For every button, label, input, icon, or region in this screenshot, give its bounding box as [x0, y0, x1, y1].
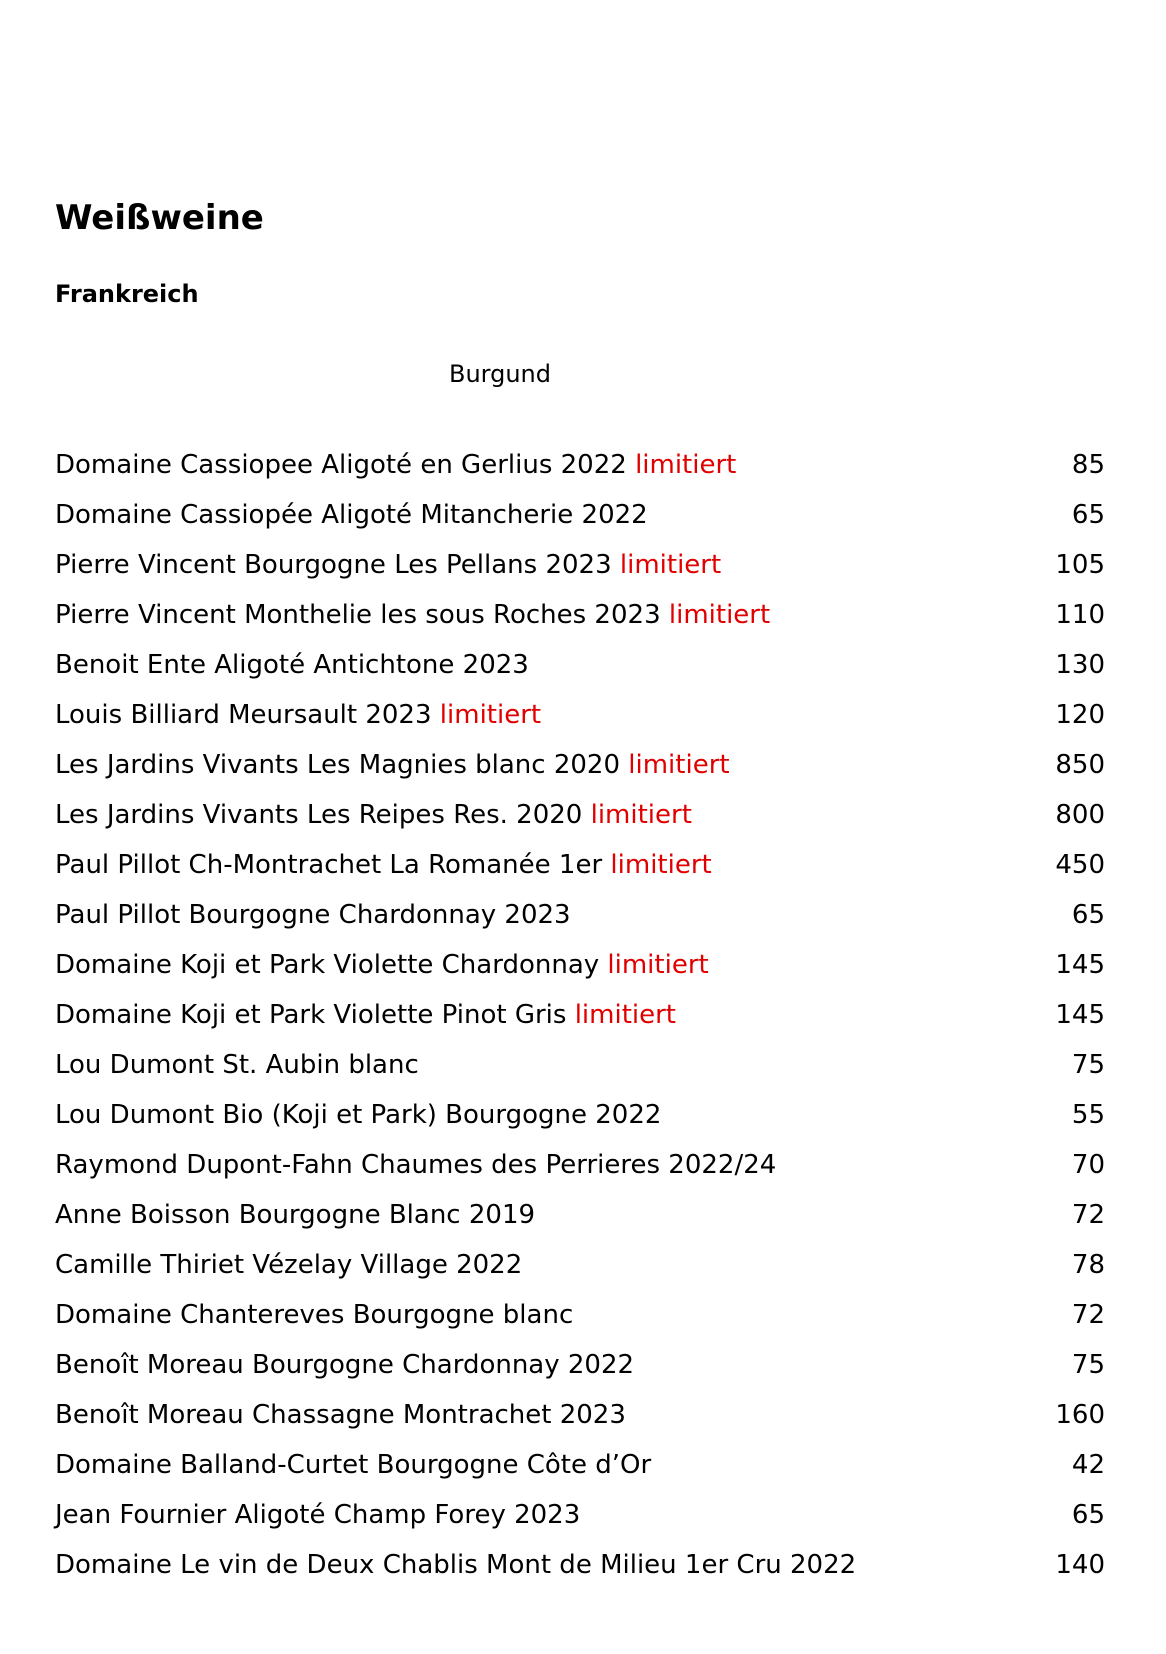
wine-name-wrap [55, 1247, 522, 1283]
wine-row [55, 597, 1105, 647]
wine-row [55, 747, 1105, 797]
wine-name: Pierre Vincent Bourgogne Les Pellans 2023 [55, 550, 612, 580]
wine-name-wrap [55, 747, 730, 783]
wine-price: 78 [1071, 1250, 1105, 1280]
wine-price: 110 [1055, 600, 1105, 630]
wine-name: Domaine Cassiopee Aligoté en Gerlius 2022 [55, 450, 627, 480]
wine-name: Domaine Koji et Park Violette Pinot Gris [55, 1000, 567, 1030]
wine-row [55, 1547, 1105, 1597]
wine-row [55, 797, 1105, 847]
wine-note: limitiert [574, 1000, 676, 1030]
wine-price: 450 [1055, 850, 1105, 880]
wine-name: Camille Thiriet Vézelay Village 2022 [55, 1250, 523, 1280]
wine-name: Paul Pillot Ch-Montrachet La Romanée 1er [55, 850, 603, 880]
wine-name: Domaine Koji et Park Violette Chardonnay [55, 950, 600, 980]
wine-name: Lou Dumont St. Aubin blanc [55, 1050, 419, 1080]
wine-name: Les Jardins Vivants Les Magnies blanc 2020 [55, 750, 621, 780]
wine-row [55, 547, 1105, 597]
wine-note: limitiert [668, 600, 771, 630]
wine-row [55, 497, 1105, 547]
wine-row [55, 1347, 1105, 1397]
wine-name-wrap [55, 1297, 573, 1333]
wine-price: 65 [1071, 500, 1105, 530]
wine-row [55, 1247, 1105, 1297]
wine-row [55, 1147, 1105, 1197]
wine-price: 850 [1055, 750, 1105, 780]
wine-name: Jean Fournier Aligoté Champ Forey 2023 [55, 1500, 581, 1530]
wine-price: 120 [1055, 700, 1105, 730]
wine-note: limitiert [607, 950, 709, 980]
wine-price: 75 [1071, 1050, 1105, 1080]
wine-price: 85 [1071, 450, 1105, 480]
wine-name: Benoît Moreau Chassagne Montrachet 2023 [55, 1400, 626, 1430]
wine-name-wrap [55, 1097, 661, 1133]
wine-name-wrap [55, 1347, 634, 1383]
wine-name: Raymond Dupont-Fahn Chaumes des Perrieres 2022/24 [55, 1150, 777, 1180]
country-heading: Frankreich [55, 280, 199, 308]
region-heading: Burgund [448, 360, 551, 388]
wine-row [55, 1497, 1105, 1547]
wine-name: Benoit Ente Aligoté Antichtone 2023 [55, 650, 529, 680]
wine-name: Lou Dumont Bio (Koji et Park) Bourgogne 2022 [55, 1100, 662, 1130]
wine-note: limitiert [628, 750, 730, 780]
wine-name: Domaine Chantereves Bourgogne blanc [55, 1300, 574, 1330]
wine-name-wrap [55, 1197, 535, 1233]
wine-row [55, 947, 1105, 997]
wine-name-wrap [55, 847, 712, 883]
wine-note: limitiert [439, 700, 542, 730]
wine-price: 75 [1071, 1350, 1105, 1380]
wine-row [55, 1097, 1105, 1147]
wine-name-wrap [55, 1397, 626, 1433]
wine-note: limitiert [610, 850, 712, 880]
wine-name: Louis Billiard Meursault 2023 [55, 700, 432, 730]
wine-price: 140 [1055, 1550, 1105, 1580]
wine-price: 72 [1071, 1300, 1105, 1330]
wine-note: limitiert [590, 800, 692, 830]
wine-row [55, 1197, 1105, 1247]
wine-price: 105 [1055, 550, 1105, 580]
wine-name-wrap [55, 947, 709, 983]
wine-name: Pierre Vincent Monthelie les sous Roches 2023 [55, 600, 661, 630]
wine-name-wrap [55, 547, 721, 583]
wine-name-wrap [55, 647, 529, 683]
wine-name: Anne Boisson Bourgogne Blanc 2019 [55, 1200, 536, 1230]
wine-row [55, 1397, 1105, 1447]
wine-note: limitiert [635, 450, 737, 480]
wine-name-wrap [55, 1547, 856, 1583]
wine-price: 70 [1071, 1150, 1105, 1180]
wine-price: 65 [1071, 1500, 1105, 1530]
wine-price: 72 [1071, 1200, 1105, 1230]
wine-row [55, 697, 1105, 747]
wine-name: Domaine Le vin de Deux Chablis Mont de Milieu 1er Cru 2022 [55, 1550, 857, 1580]
wine-name: Benoît Moreau Bourgogne Chardonnay 2022 [55, 1350, 635, 1380]
wine-price: 145 [1055, 950, 1105, 980]
wine-price: 65 [1071, 900, 1105, 930]
wine-row [55, 1447, 1105, 1497]
wine-price: 42 [1071, 1450, 1105, 1480]
wine-name: Paul Pillot Bourgogne Chardonnay 2023 [55, 900, 571, 930]
wine-name-wrap [55, 597, 770, 633]
wine-row [55, 847, 1105, 897]
wine-price: 800 [1055, 800, 1105, 830]
wine-row [55, 447, 1105, 497]
wine-name-wrap [55, 1147, 776, 1183]
wine-name-wrap [55, 897, 571, 933]
wine-list [55, 447, 1105, 1597]
section-title: Weißweine [55, 198, 264, 238]
wine-name-wrap [55, 1497, 580, 1533]
wine-name-wrap [55, 797, 692, 833]
wine-name: Domaine Balland-Curtet Bourgogne Côte d’Or [55, 1450, 652, 1480]
wine-name-wrap [55, 997, 676, 1033]
wine-row [55, 1047, 1105, 1097]
wine-name-wrap [55, 497, 648, 533]
wine-row [55, 647, 1105, 697]
wine-price: 130 [1055, 650, 1105, 680]
wine-name-wrap [55, 697, 541, 733]
wine-row [55, 997, 1105, 1047]
wine-row [55, 1297, 1105, 1347]
wine-name-wrap [55, 1447, 651, 1483]
wine-row [55, 897, 1105, 947]
wine-price: 145 [1055, 1000, 1105, 1030]
wine-price: 160 [1055, 1400, 1105, 1430]
wine-name: Domaine Cassiopée Aligoté Mitancherie 2022 [55, 500, 648, 530]
wine-name-wrap [55, 1047, 419, 1083]
wine-price: 55 [1071, 1100, 1105, 1130]
wine-name: Les Jardins Vivants Les Reipes Res. 2020 [55, 800, 583, 830]
wine-note: limitiert [619, 550, 722, 580]
wine-name-wrap [55, 447, 736, 483]
